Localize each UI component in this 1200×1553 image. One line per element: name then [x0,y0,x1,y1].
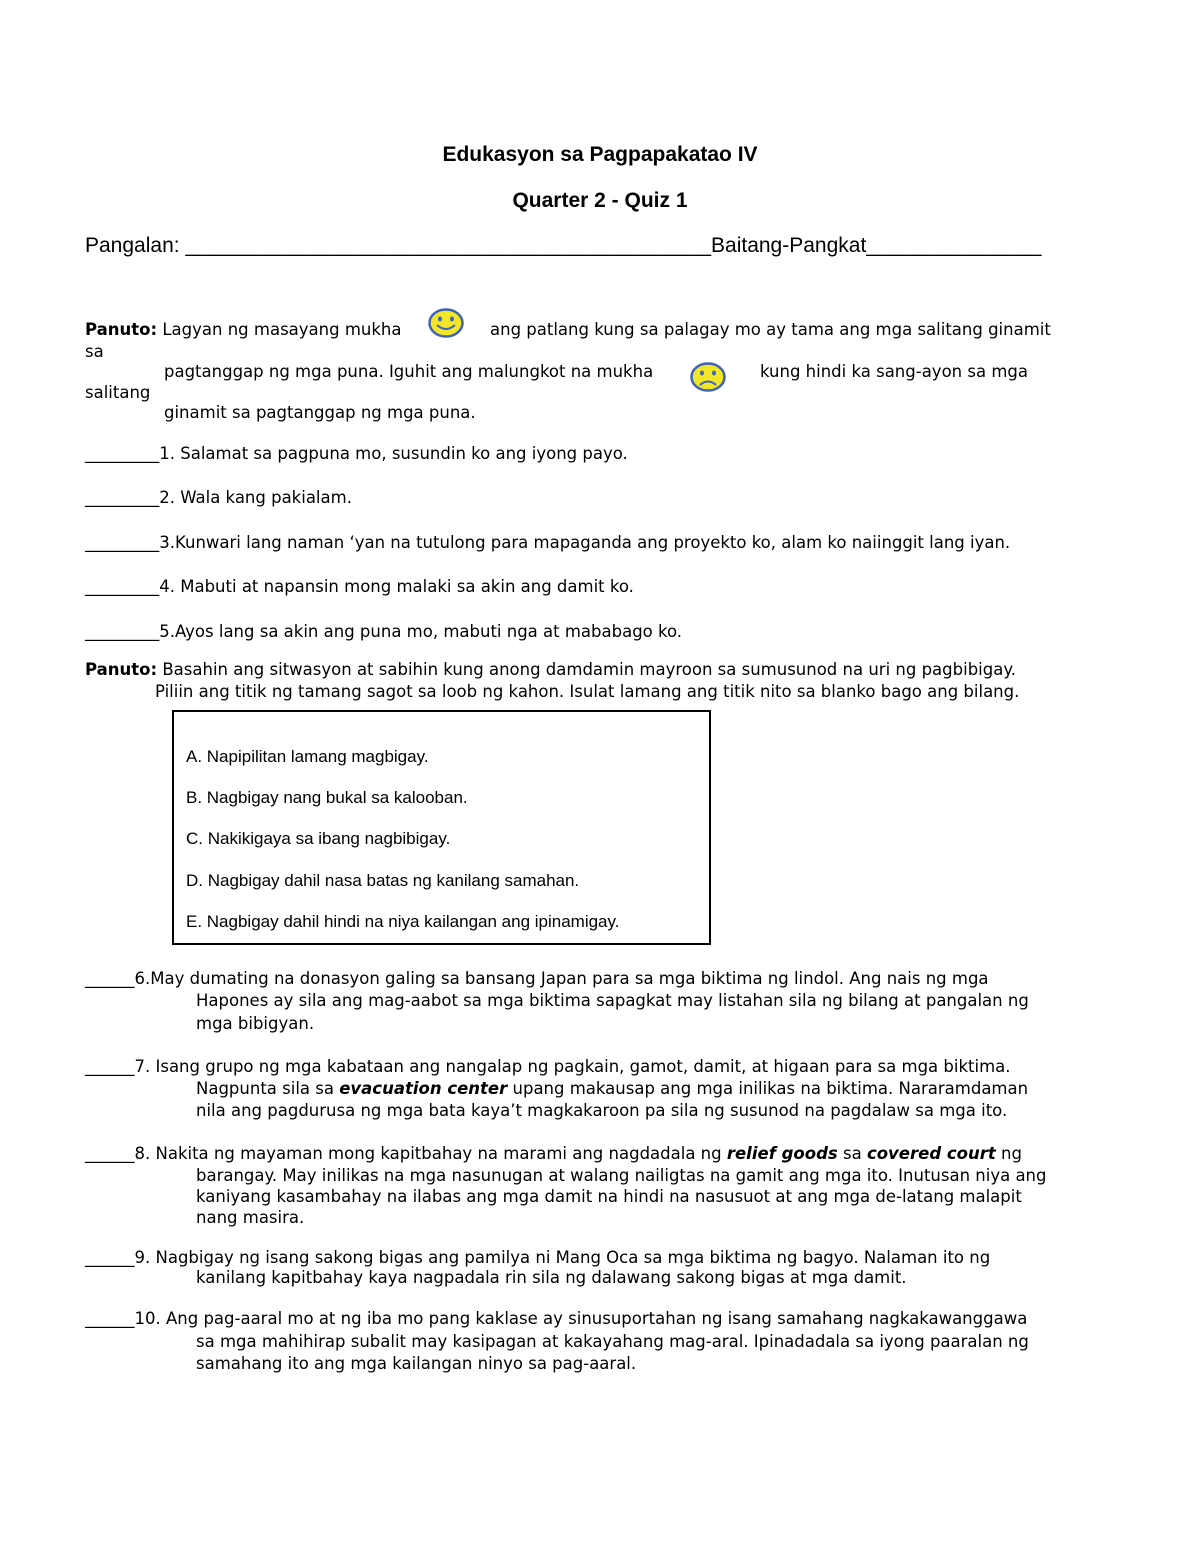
list-item [85,444,628,463]
instruction-text-1b: ang patlang kung sa palagay mo ay tama ang mga salitang ginamit [490,320,1051,339]
item-text: 1. Salamat sa pagpuna mo, susundin ko ang iyong payo. [159,444,628,463]
instruction-text-2-wrap: salitang [85,383,151,402]
question-7-line2 [196,1079,1028,1098]
question-10-line1: ______10. Ang pag-aaral mo at ng iba mo pang kaklase ay sinusuportahan ng isang samahang nagkakawanggawa [85,1309,1028,1328]
name-blank[interactable]: _____________________________________________ [185,234,712,257]
question-8-line3: kaniyang kasambahay na ilabas ang mga damit na hindi na nasusuot at ang mga de-latang malapit [196,1187,1022,1206]
emphasis-run: evacuation center [339,1079,508,1098]
instruction-text-2a: pagtanggap ng mga puna. Iguhit ang malungkot na mukha [164,362,654,381]
item-text: 5.Ayos lang sa akin ang puna mo, mabuti nga at mababago ko. [159,622,683,641]
list-item [85,488,352,507]
text-run: ______8. Nakita ng mayaman mong kapitbahay na marami ang nagdadala ng [85,1144,727,1163]
question-8-line2: barangay. May inilikas na mga nasunugan at walang nailigtas na gamit ang mga ito. Inutusan niya ang [196,1166,1047,1185]
question-10-line2: sa mga mahihirap subalit may kasipagan at kakayahang mag-aral. Ipinadadala sa iyong paaralan ng [196,1332,1029,1351]
emphasis-run: relief goods [726,1144,838,1163]
question-10-line3: samahang ito ang mga kailangan ninyo sa pag-aaral. [196,1354,637,1373]
list-item [85,577,634,596]
answer-blank[interactable]: _________ [85,622,160,641]
choice-c: C. Nakikigaya sa ibang nagbibigay. [186,829,451,848]
sad-face-icon [690,362,726,392]
instruction-text: Basahin ang sitwasyon at sabihin kung anong damdamin mayroon sa sumusunod na uri ng pagbibigay. [162,660,1017,679]
question-9-line2: kanilang kapitbahay kaya nagpadala rin sila ng dalawang sakong bigas at mga damit. [196,1268,907,1287]
emphasis-run: covered court [866,1144,996,1163]
text-run: ng [995,1144,1022,1163]
list-item [85,533,1010,552]
question-6-line1: ______6.May dumating na donasyon galing sa bansang Japan para sa mga biktima ng lindol. Ang nais ng mga [85,969,989,988]
item-text: 4. Mabuti at napansin mong malaki sa akin ang damit ko. [159,577,634,596]
instruction-text-1-wrap: sa [85,342,104,361]
answer-blank[interactable]: _________ [85,533,160,552]
name-label: Pangalan: [85,234,180,257]
choices-box [172,710,711,945]
question-6-line2: Hapones ay sila ang mag-aabot sa mga biktima sapagkat may listahan sila ng bilang at pangalan ng [196,991,1029,1010]
choice-b: B. Nagbigay nang bukal sa kalooban. [186,788,468,807]
instruction-2-line1 [85,660,1016,679]
grade-label: Baitang-Pangkat [711,234,867,257]
question-6-line3: mga bibigyan. [196,1014,315,1033]
name-grade-row [85,234,1042,258]
choice-a: A. Napipilitan lamang magbigay. [186,747,429,766]
list-item [85,622,682,641]
text-run: sa [837,1144,867,1163]
answer-blank[interactable]: _________ [85,577,160,596]
instruction-2-line2: Piliin ang titik ng tamang sagot sa loob ng kahon. Isulat lamang ang titik nito sa blanko bago ang bilang. [155,682,1020,701]
question-7-line1: ______7. Isang grupo ng mga kabataan ang nangalap ng pagkain, gamot, damit, at higaan para sa mga biktima. [85,1057,1011,1076]
question-9-line1: ______9. Nagbigay ng isang sakong bigas ang pamilya ni Mang Oca sa mga biktima ng bagyo. Nalaman ito ng [85,1248,991,1267]
question-8-line1 [85,1144,1022,1163]
page-title: Edukasyon sa Pagpapakatao IV [442,143,758,166]
grade-blank[interactable]: _______________ [866,234,1042,257]
instruction-1-line1a [85,320,402,339]
item-text: 3.Kunwari lang naman ‘yan na tutulong para mapaganda ang proyekto ko, alam ko naiinggit lang iyan. [159,533,1011,552]
instruction-text-2b: kung hindi ka sang-ayon sa mga [760,362,1028,381]
choice-e: E. Nagbigay dahil hindi na niya kailangan ang ipinamigay. [186,912,620,931]
text-run: upang makausap ang mga inilikas na biktima. Nararamdaman [507,1079,1029,1098]
question-8-line4: nang masira. [196,1208,305,1227]
instruction-label: Panuto: [85,320,158,339]
instruction-text-3: ginamit sa pagtanggap ng mga puna. [164,403,476,422]
choice-d: D. Nagbigay dahil nasa batas ng kanilang samahan. [186,871,580,890]
instruction-label: Panuto: [85,660,158,679]
instruction-text: Lagyan ng masayang mukha [162,320,402,339]
answer-blank[interactable]: _________ [85,488,160,507]
answer-blank[interactable]: _________ [85,444,160,463]
smiley-face-icon [428,308,464,338]
page-subtitle: Quarter 2 - Quiz 1 [512,189,688,212]
text-run: Nagpunta sila sa [196,1079,340,1098]
question-7-line3: nila ang pagdurusa ng mga bata kaya’t magkakaroon pa sila ng susunod na pagdalaw sa mga ito. [196,1101,1008,1120]
item-text: 2. Wala kang pakialam. [159,488,352,507]
